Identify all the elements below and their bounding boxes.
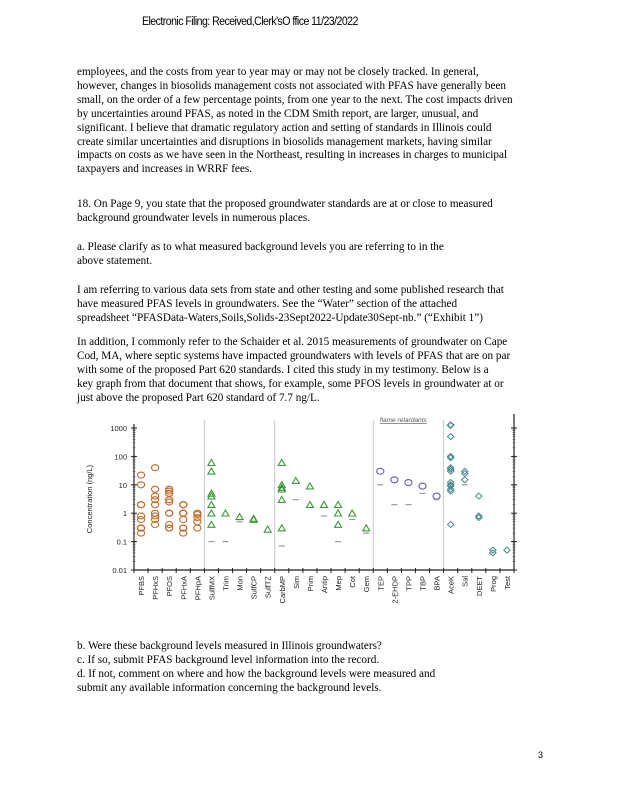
x-tick-label: AceK bbox=[446, 576, 456, 594]
data-point-triangle bbox=[222, 510, 229, 516]
data-point-diamond bbox=[476, 493, 482, 499]
x-tick-label: PFHxA bbox=[179, 576, 189, 600]
data-point-diamond bbox=[447, 422, 453, 428]
x-tick-label: Gem bbox=[362, 576, 372, 593]
data-point-circle bbox=[391, 477, 398, 483]
data-point-triangle bbox=[306, 483, 313, 489]
text-line: by uncertainties around PFAS, as noted in the CDM Smith report, are larger, unusual, and bbox=[77, 107, 479, 120]
text-line: I am referring to various data sets from state and other testing and some published research that bbox=[77, 284, 504, 296]
y-tick-label: 0.01 bbox=[112, 566, 127, 575]
text-line: create similar uncertainties and disruptions in biosolids management markets, having similar bbox=[77, 135, 492, 148]
text-line: with some of the proposed Part 620 standards. I cited this study in my testimony. Below is a bbox=[77, 363, 489, 376]
data-point-circle bbox=[405, 480, 412, 486]
data-point-triangle bbox=[278, 460, 285, 466]
data-point-triangle bbox=[264, 526, 271, 532]
data-point-circle bbox=[419, 483, 426, 489]
x-tick-label: CarbMP bbox=[277, 576, 287, 604]
y-tick-label: 100 bbox=[114, 452, 127, 462]
text-line: impacts on costs as we have seen in the Northeast, resulting in increases in charges to municipal bbox=[77, 149, 508, 162]
x-tick-label: 2-EHDP bbox=[390, 576, 400, 604]
answer-schaider-study bbox=[77, 336, 547, 406]
x-tick-label: TPP bbox=[404, 576, 414, 591]
text-line: taxpayers and increases in WRRF fees. bbox=[77, 163, 253, 176]
y-tick-label: 10 bbox=[118, 480, 127, 490]
x-tick-label: Prim bbox=[305, 576, 315, 592]
data-point-circle bbox=[180, 510, 187, 516]
x-tick-label: PFOS bbox=[165, 576, 175, 597]
text-line: employees, and the costs from year to year may or may not be closely tracked. In general, bbox=[77, 66, 479, 78]
text-line: background groundwater levels in numerous places. bbox=[77, 211, 311, 224]
data-point-triangle bbox=[278, 496, 285, 502]
text-line: spreadsheet “PFASData-Waters,Soils,Solids-23Sept2022-Update30Sept-nb.” (“Exhibit 1”) bbox=[77, 311, 483, 324]
x-tick-label: SulfTZ bbox=[263, 576, 273, 599]
data-point-triangle bbox=[321, 501, 328, 507]
x-tick-label: SulfCP bbox=[249, 576, 259, 600]
data-point-diamond bbox=[447, 422, 453, 428]
data-point-triangle bbox=[306, 501, 313, 507]
data-point-diamond bbox=[462, 477, 468, 483]
concentration-scatter-chart bbox=[60, 412, 540, 627]
text-line: d. If not, comment on where and how the background levels were measured and bbox=[77, 667, 436, 680]
text-line: above statement. bbox=[77, 254, 153, 267]
text-line: significant. I believe that dramatic regulatory action and setting of standards in Illinois could bbox=[77, 121, 492, 134]
data-point-diamond bbox=[447, 434, 453, 440]
data-point-triangle bbox=[208, 460, 215, 466]
data-point-circle bbox=[137, 472, 144, 478]
y-axis-label: Concentration (ng/L) bbox=[85, 464, 94, 534]
text-line: In addition, I commonly refer to the Schaider et al. 2015 measurements of groundwater on Cape bbox=[77, 336, 508, 348]
chart-canvas bbox=[60, 412, 540, 627]
questions-b-c-d bbox=[77, 640, 547, 696]
text-line: key graph from that document that shows, for example, some PFOS levels in groundwater at or bbox=[77, 377, 504, 390]
data-point-diamond bbox=[504, 547, 510, 553]
data-point-circle bbox=[180, 517, 187, 523]
x-tick-label: PFBS bbox=[137, 576, 147, 596]
question-18a bbox=[77, 241, 547, 269]
data-point-triangle bbox=[335, 521, 342, 527]
x-tick-label: DEET bbox=[474, 576, 484, 597]
data-point-circle bbox=[433, 493, 440, 499]
x-tick-label: Cot bbox=[348, 576, 358, 588]
section-label-flame-retardants: flame retardants bbox=[379, 417, 427, 424]
text-line: small, on the order of a few percentage points, from one year to the next. The cost impacts driven bbox=[77, 93, 513, 106]
text-line: a. Please clarify as to what measured background levels you are referring to in the bbox=[77, 241, 444, 253]
data-point-triangle bbox=[236, 514, 243, 520]
text-line: c. If so, submit PFAS background level information into the record. bbox=[77, 653, 380, 666]
x-tick-label: Prog bbox=[488, 576, 498, 592]
x-tick-label: Mon bbox=[235, 576, 245, 591]
text-line: just above the proposed Part 620 standard of 7.7 ng/L. bbox=[77, 391, 320, 404]
text-line: however, changes in biosolids management costs not associated with PFAS have generally been bbox=[77, 79, 507, 92]
data-point-circle bbox=[180, 502, 187, 508]
data-point-circle bbox=[152, 486, 159, 492]
data-point-circle bbox=[152, 465, 159, 471]
data-point-triangle bbox=[208, 510, 215, 516]
page-number: 3 bbox=[538, 750, 544, 760]
text-line: Cod, MA, where septic systems have impacted groundwaters with levels of PFAS that are on par bbox=[77, 349, 511, 362]
data-point-circle bbox=[137, 482, 144, 488]
y-tick-label: 1 bbox=[122, 509, 127, 519]
filing-stamp-text: Electronic Filing: Received,Clerk'sO ffice 11/23/2022 bbox=[142, 16, 358, 28]
data-point-triangle bbox=[349, 510, 356, 516]
text-line: 18. On Page 9, you state that the proposed groundwater standards are at or close to measured bbox=[77, 198, 493, 210]
data-point-circle bbox=[194, 525, 201, 531]
x-tick-label: Antip bbox=[320, 576, 329, 594]
data-point-circle bbox=[377, 468, 384, 474]
data-point-triangle bbox=[363, 525, 370, 531]
data-point-diamond bbox=[447, 422, 453, 428]
data-point-diamond bbox=[462, 470, 468, 476]
x-tick-label: TEP bbox=[376, 576, 386, 591]
paragraph-cost-impacts bbox=[77, 66, 547, 177]
x-tick-label: SulfMX bbox=[207, 576, 217, 601]
x-tick-label: PFHxS bbox=[151, 576, 161, 600]
x-tick-label: Mep bbox=[334, 576, 344, 591]
data-point-circle bbox=[137, 502, 144, 508]
data-point-diamond bbox=[462, 468, 468, 474]
y-tick-label: 1000 bbox=[110, 424, 127, 433]
x-tick-label: Sim bbox=[291, 576, 301, 589]
data-point-diamond bbox=[447, 422, 453, 428]
data-point-diamond bbox=[447, 422, 453, 428]
x-tick-label: Test bbox=[502, 576, 512, 590]
text-line: have measured PFAS levels in groundwaters. See the “Water” section of the attached bbox=[77, 297, 458, 310]
data-point-circle bbox=[166, 510, 173, 516]
x-tick-label: PFHpA bbox=[193, 576, 203, 601]
data-point-diamond bbox=[447, 522, 453, 528]
x-tick-label: BPA bbox=[432, 576, 442, 591]
data-point-triangle bbox=[278, 525, 285, 531]
x-tick-label: TBP bbox=[418, 576, 428, 591]
data-point-triangle bbox=[335, 510, 342, 516]
x-tick-label: Sal bbox=[460, 576, 470, 587]
question-18 bbox=[77, 198, 547, 226]
data-point-triangle bbox=[208, 468, 215, 474]
data-point-triangle bbox=[208, 521, 215, 527]
data-point-triangle bbox=[208, 501, 215, 507]
answer-data-sets bbox=[77, 284, 547, 326]
data-point-triangle bbox=[335, 501, 342, 507]
data-point-triangle bbox=[292, 477, 299, 483]
y-tick-label: 0.1 bbox=[116, 537, 127, 547]
text-line: b. Were these background levels measured in Illinois groundwaters? bbox=[77, 640, 382, 652]
data-point-diamond bbox=[447, 422, 453, 428]
data-point-circle bbox=[194, 519, 201, 525]
x-tick-label: Trim bbox=[221, 576, 231, 591]
text-line: submit any available information concerning the background levels. bbox=[77, 681, 382, 694]
